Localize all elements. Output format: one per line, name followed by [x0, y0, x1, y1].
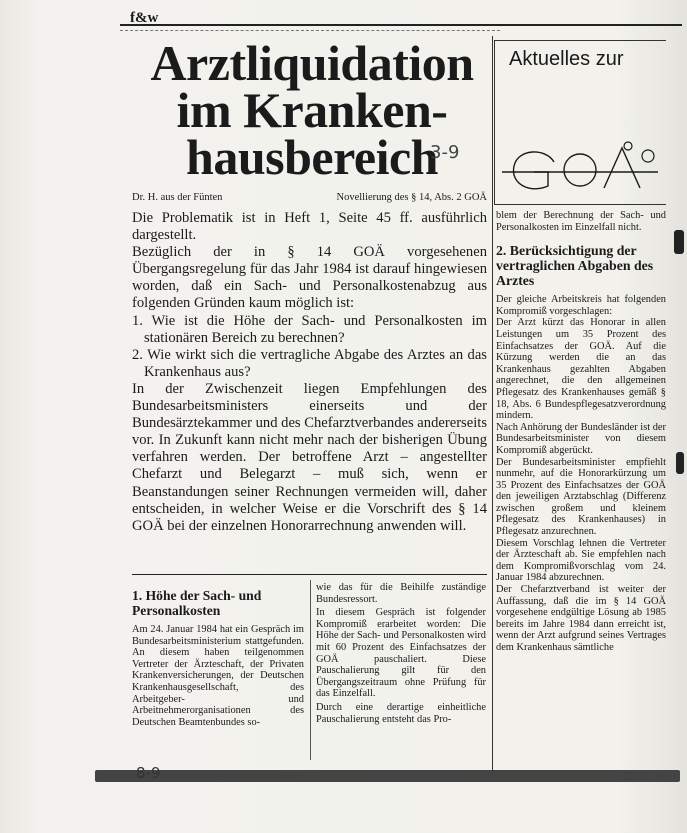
sidebar-paragraph: Der Chefarztverband ist weiter der Auffassung, daß die im § 14 GOÄ vorgesehene endgültige Lösung ab 1985 bereits im Jahre 1984 dann erreicht ist, wenn der Arzt aufgrund seines Vertrages dem Krankenhaus sämtliche: [496, 584, 666, 653]
column-2-paragraph: wie das für die Beihilfe zuständige Bundesressort.: [316, 582, 486, 605]
binder-clip: [676, 452, 684, 474]
sidebar-paragraph: Der Arzt kürzt das Honorar in allen Leistungen um 35 Prozent des Einfachsatzes der GOÄ. Auf die Kürzung werden die an das Krankenhaus gezahlten Abgaben angerechnet, die den allgemeinen Pflegesatz des Krankenhauses gemäß § 18, Abs. 6 Bundespflegesatzverordnung mindern.: [496, 317, 666, 422]
title-line-1: Arztliquidation: [150, 35, 474, 91]
header-rule: [120, 24, 682, 26]
header-dashed-rule: [120, 30, 500, 31]
lead-paragraph: In der Zwischenzeit liegen Empfehlungen des Bundesarbeitsministers einerseits und der Bundesärztekammer und des Chefarztverbandes andererseits vor. In Zukunft kann nicht mehr nach der bisherigen Übung verfahren werden. Der betroffene Arzt – angestellter Chefarzt und Belegarzt – muß sich, wenn er Beanstandungen seiner Rechnungen vermeiden will, daher entscheiden, in welcher Weise er die Vorschrift des § 14 GOÄ bei der einzelnen Honorarrechnung anwenden will.: [132, 380, 487, 534]
lead-paragraph: Die Problematik ist in Heft 1, Seite 45 ff. ausführlich dargestellt.: [132, 210, 487, 244]
sidebar-paragraph: Der Bundesarbeitsminister empfiehlt nunmehr, auf die Honorarkürzung um 35 Prozent des Einfachsatzes der GOÄ den jeweiligen Arztabschlag (Differenz zwischen großem und kleinem Pflegesatz des Krankenhauses) in Pflegesatz anzurechnen.: [496, 456, 666, 538]
column-2: [316, 582, 486, 727]
sidebar-column: [496, 210, 666, 654]
section-1-heading: 1. Höhe der Sach- und Personalkosten: [132, 588, 262, 618]
author: Dr. H. aus der Fünten: [132, 192, 223, 203]
sidebar-paragraph: Der gleiche Arbeitskreis hat folgenden Kompromiß vorgeschlagen:: [496, 294, 666, 317]
section-2-heading: 2. Berücksichtigung der vertraglichen Abgaben des Arztes: [496, 243, 654, 289]
title-line-2: im Kranken-: [176, 82, 448, 138]
title-line-3: hausbereich: [186, 129, 438, 185]
byline: [132, 192, 487, 203]
sidebar-title: Aktuelles zur: [509, 48, 624, 70]
lead-list-item: 1. Wie ist die Höhe der Sach- und Personalkosten im stationären Bereich zu berechnen?: [132, 312, 487, 346]
sidebar-paragraph: Diesem Vorschlag lehnen die Vertreter der Ärzteschaft ab. Sie empfehlen nach dem Kompromißvorschlag vom 24. Januar 1984 abzurechnen.: [496, 537, 666, 584]
section-1-text: Am 24. Januar 1984 hat ein Gespräch im Bundesarbeitsministerium stattgefunden. An diesem haben teilgenommen Vertreter der Ärzteschaft, der Privaten Krankenversicherungen, der Deutschen Krankenhausgesellschaft, des Arbeitgeber- und Arbeitnehmerorganisationen des Deutschen Beamtenbundes so-: [132, 624, 304, 728]
lead-rule: [132, 574, 487, 575]
column-divider: [492, 36, 493, 771]
page-note: 8-9: [136, 764, 161, 782]
goa-logo-icon: [500, 132, 660, 204]
lead-paragraph: Bezüglich der in § 14 GOÄ vorgesehenen Übergangsregelung für das Jahr 1984 ist darauf hingewiesen worden, daß ein Sach- und Personalkostenabzug aus folgenden Gründen kaum möglich ist:: [132, 244, 487, 312]
lead-text: [132, 210, 487, 535]
svg-text:GOÄ: GOÄ: [577, 145, 583, 147]
column-1: [132, 588, 304, 728]
sidebar-intro: blem der Berechnung der Sach- und Personalkosten im Einzelfall nicht.: [496, 210, 666, 233]
column-2-paragraph: In diesem Gespräch ist folgender Kompromiß erarbeitet worden: Die Höhe der Sach- und Personalkosten wird mit 60 Prozent des Einfachsatzes der GOÄ pauschaliert. Diese Pauschalierung gilt für den Übergangszeitraum ohne Prüfung für das Einzelfall.: [316, 607, 486, 700]
page-edge-shadow: [95, 770, 680, 782]
journal-logo: f&w: [130, 10, 159, 26]
handwritten-note: 3-9: [430, 142, 460, 163]
article-subtitle: Novellierung des § 14, Abs. 2 GOÄ: [336, 192, 487, 203]
binder-clip: [674, 230, 684, 254]
column-2-paragraph: Durch eine derartige einheitliche Pauschalierung entsteht das Pro-: [316, 701, 486, 725]
column-divider-lower: [310, 580, 311, 760]
sidebar-paragraph: Nach Anhörung der Bundesländer ist der Bundesarbeitsminister von diesem Kompromiß abgerückt.: [496, 421, 666, 456]
lead-list-item: 2. Wie wirkt sich die vertragliche Abgabe des Arztes an das Krankenhaus aus?: [132, 346, 487, 380]
